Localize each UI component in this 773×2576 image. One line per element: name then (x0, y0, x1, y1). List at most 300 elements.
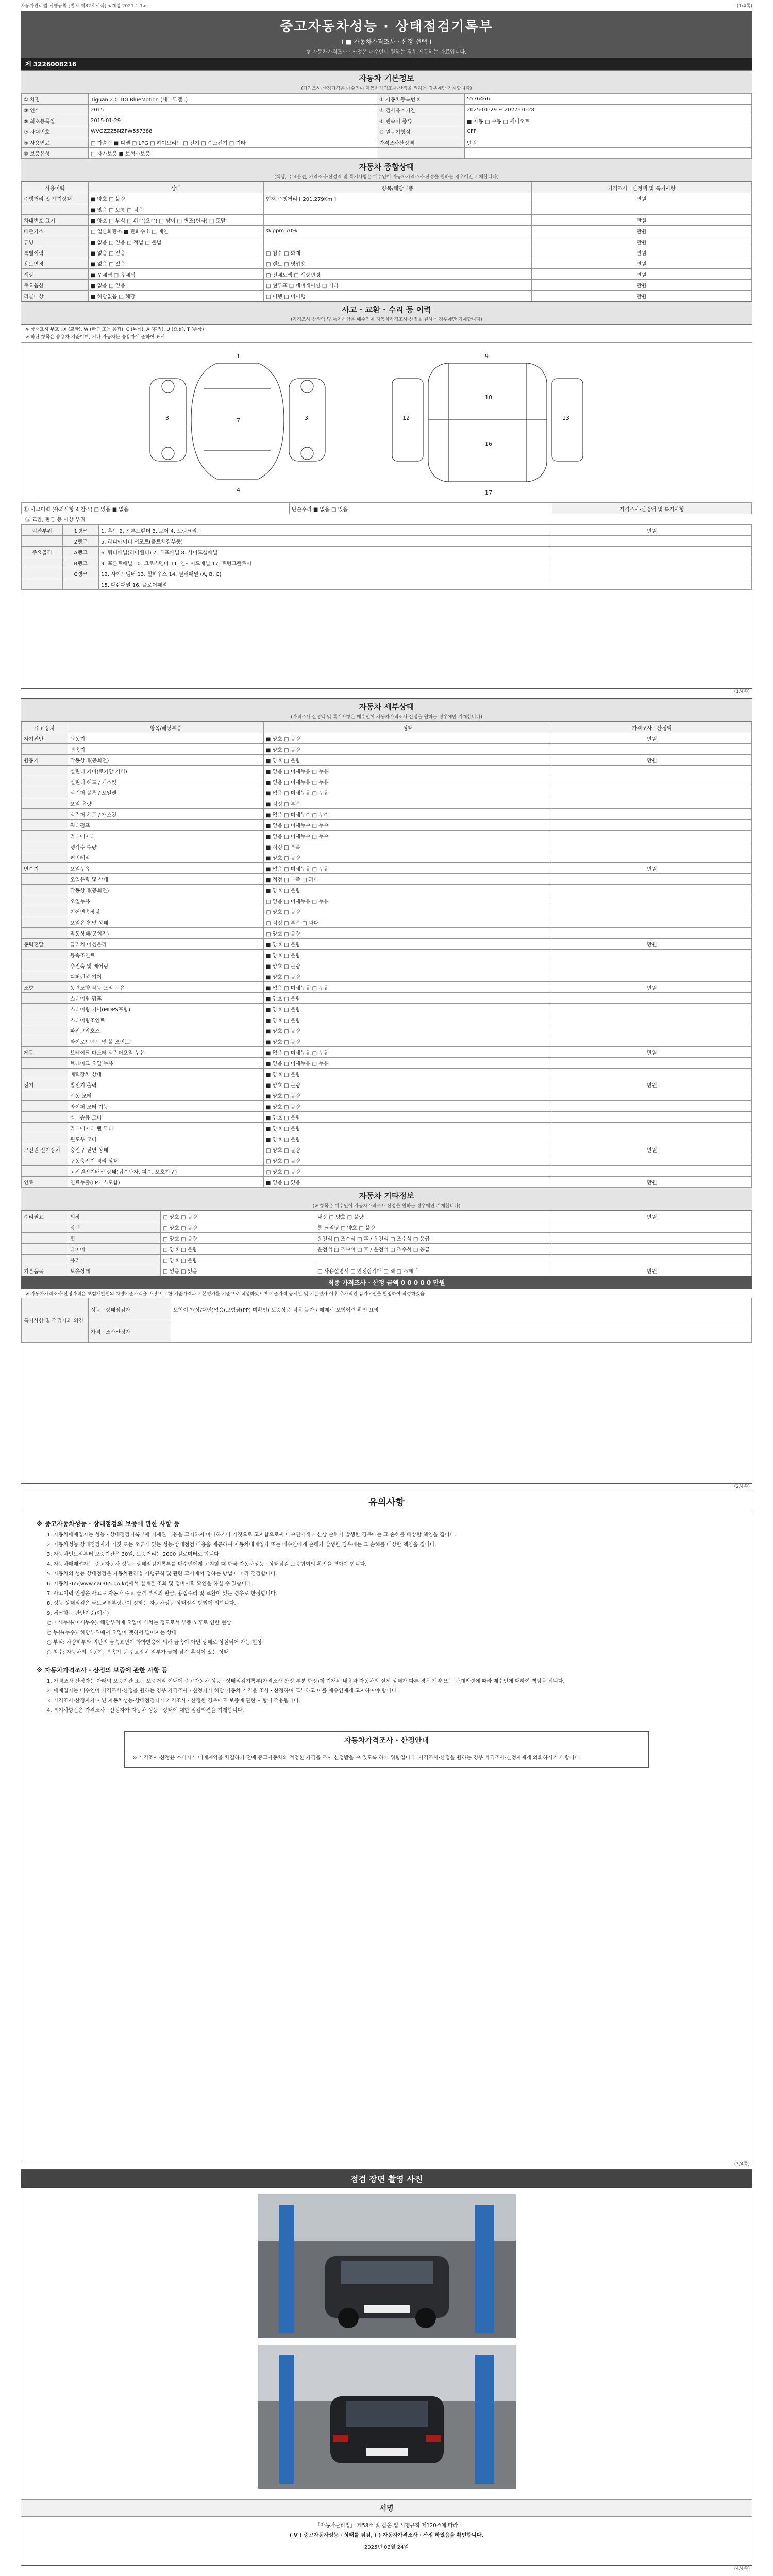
device-price (552, 993, 752, 1004)
device-status: ■ 양호 □ 불량 (264, 939, 552, 950)
rank-level: C랭크 (63, 568, 99, 579)
other-detail: 운전석 □ 조수석 □ 후 / 운전석 □ 조수석 □ 응급 (315, 1233, 552, 1244)
rank-group (22, 536, 63, 547)
item-label: 특별이력 (22, 247, 89, 258)
device-group (22, 1058, 68, 1069)
notice-list-2 (21, 1676, 752, 1716)
sign-line-2: ( V ) 중고자동차성능 · 상태를 점검, ( ) 자동차가격조사 · 산정 하였음을 확인합니다. (289, 2533, 484, 2538)
device-item: 실린더 커버(로커암 커버) (68, 766, 264, 776)
device-price: 만원 (552, 1144, 752, 1155)
item-status: ■ 양호 □ 부식 □ 훼손(오손) □ 상이 □ 변조(변타) □ 도말 (89, 215, 264, 226)
column-header: 항목/해당부품 (68, 722, 264, 733)
device-price (552, 787, 752, 798)
detail-row (22, 841, 752, 852)
item-price: 만원 (532, 269, 752, 280)
rank-parts: 15. 대쉬패널 16. 플로어패널 (99, 579, 552, 590)
detail-row (22, 1133, 752, 1144)
detail-row (22, 831, 752, 841)
device-item: 기어변속장치 (68, 906, 264, 917)
device-status: ■ 양호 □ 불량 (264, 744, 552, 755)
accident-summary-row: ⑪ 사고이력 (유의사항 4 참조) □ 있음 ■ 없음 단순수리 ■ 없음 □ 있음 가격조사·산정액 및 특기사항 (21, 503, 752, 514)
notice-item: 4. 특기사항란은 가격조사 · 산정자가 자동차 성능 · 상태에 대한 점검의견을 기재합니다. (47, 1708, 244, 1714)
device-status: ■ 없음 □ 미세누수 □ 누수 (264, 820, 552, 831)
column-header: 사용이력 (22, 182, 89, 193)
notice-item: 2. 자동차성능·상태점검자가 거짓 또는 오류가 있는 성능·상태점검 내용을 제공하여 자동차매매업자 또는 매수인에게 손해가 발생한 경우에는 그 손해를 배상할 책임을 집니다. (47, 1542, 436, 1548)
other-price (552, 1233, 752, 1244)
device-group: 고전원 전기장치 (22, 1144, 68, 1155)
device-price (552, 852, 752, 863)
part-label-3-left: 3 (165, 415, 169, 421)
summary-row (22, 258, 752, 269)
device-price (552, 1123, 752, 1133)
item-label (22, 204, 89, 215)
detail-row (22, 885, 752, 895)
column-header: 항목/해당부품 (264, 182, 532, 193)
field-value (465, 148, 752, 159)
device-status: □ 양호 □ 불량 (264, 928, 552, 939)
device-price (552, 950, 752, 960)
device-price (552, 766, 752, 776)
item-detail: % ppm 70% (264, 226, 532, 236)
device-item: 배력장치 상태 (68, 1069, 264, 1079)
device-status: ■ 양호 □ 불량 (264, 1025, 552, 1036)
other-detail (315, 1255, 552, 1265)
device-group: 변속기 (22, 863, 68, 874)
device-status: ■ 양호 □ 불량 (264, 733, 552, 744)
special-notes-table: 특기사항 및 점검자의 의견 성능 · 상태점검자 보험이력(상/대인)없음(보험금(PP) 미확인) 보증상품 적용 불가 / 매매시 보험이력 확인 요망 가격 · 조사산정자 (21, 1298, 752, 1343)
device-price (552, 1069, 752, 1079)
device-price: 만원 (552, 982, 752, 993)
part-label-4: 4 (237, 487, 240, 494)
device-item: 클러치 어셈블리 (68, 939, 264, 950)
rank-price (552, 579, 752, 590)
detail-row (22, 1155, 752, 1166)
device-price: 만원 (552, 863, 752, 874)
detail-row (22, 863, 752, 874)
field-value: 2015 (89, 105, 377, 115)
device-status: ■ 없음 □ 미세누유 □ 누유 (264, 766, 552, 776)
device-group: 연료 (22, 1177, 68, 1188)
device-group: 원동기 (22, 755, 68, 766)
device-item: 작동상태(공회전) (68, 755, 264, 766)
device-item: 실내송풍 모터 (68, 1112, 264, 1123)
device-group (22, 831, 68, 841)
device-item: 연료누출(LP가스포함) (68, 1177, 264, 1188)
part-label-3-right: 3 (305, 415, 308, 421)
rank-row (22, 557, 752, 568)
device-group (22, 1155, 68, 1166)
detail-row (22, 798, 752, 809)
device-price (552, 1155, 752, 1166)
inspection-photo-front (258, 2194, 516, 2338)
item-label: 주요옵션 (22, 280, 89, 291)
column-header: 상태 (264, 722, 552, 733)
device-status: ■ 양호 □ 불량 (264, 1133, 552, 1144)
rank-group (22, 579, 63, 590)
device-group: 동력전달 (22, 939, 68, 950)
detail-row (22, 1004, 752, 1014)
device-status: ■ 양호 □ 불량 (264, 1036, 552, 1047)
rank-price (552, 536, 752, 547)
item-detail (264, 215, 532, 226)
other-row (22, 1233, 752, 1244)
rank-level (63, 579, 99, 590)
device-group: 제동 (22, 1047, 68, 1058)
device-status: ■ 양호 □ 불량 (264, 1090, 552, 1101)
document-note: ※ 자동차가격조사 · 산정은 매수인이 원하는 경우 제공하는 자료입니다. (306, 49, 467, 55)
notice-item: ○ 누유(누수): 해당부위에서 오일이 맺혀서 떨어지는 상태 (47, 1630, 177, 1636)
device-group (22, 1112, 68, 1123)
device-price (552, 1058, 752, 1069)
item-detail (264, 204, 532, 215)
other-row (22, 1265, 752, 1276)
device-price (552, 928, 752, 939)
device-item: 등속조인트 (68, 950, 264, 960)
detail-row (22, 820, 752, 831)
device-price (552, 906, 752, 917)
item-status: □ 일산화탄소 ■ 탄화수소 □ 매연 (89, 226, 264, 236)
detail-row (22, 1036, 752, 1047)
device-price (552, 885, 752, 895)
summary-row (22, 291, 752, 301)
field-label: ⑩ 보증유형 (22, 148, 89, 159)
detail-row (22, 917, 752, 928)
device-group (22, 809, 68, 820)
notice-item: 8. 성능·상태점검은 국토교통부장관이 정하는 자동차성능·상태점검 방법에 의합니다. (47, 1601, 236, 1606)
item-price: 만원 (532, 280, 752, 291)
rank-row (22, 579, 752, 590)
detail-row (22, 971, 752, 982)
device-group (22, 766, 68, 776)
detail-row (22, 766, 752, 776)
other-price: 만원 (552, 1265, 752, 1276)
device-status: ■ 양호 □ 불량 (264, 885, 552, 895)
device-status: ■ 없음 □ 미세누유 □ 누유 (264, 863, 552, 874)
detail-row (22, 1079, 752, 1090)
device-price: 만원 (552, 755, 752, 766)
part-label-17: 17 (485, 489, 492, 496)
item-detail: □ 이행 □ 미이행 (264, 291, 532, 301)
device-price (552, 841, 752, 852)
device-status: □ 없음 □ 미세누유 □ 누유 (264, 895, 552, 906)
rank-row (22, 525, 752, 536)
page-indicator: (1/4쪽) (736, 4, 752, 9)
device-status: ■ 양호 □ 불량 (264, 993, 552, 1004)
section-other: 자동차 기타정보 (※ 항목은 매수인이 자동차가격조사·산정을 원하는 경우에만 기재합니다) (21, 1188, 752, 1211)
detail-row (22, 960, 752, 971)
device-group (22, 820, 68, 831)
column-header: 주요장치 (22, 722, 68, 733)
device-status: ■ 양호 □ 불량 (264, 950, 552, 960)
summary-row (22, 226, 752, 236)
notice-item: ○ 미세누유(미세누수): 해당부위에 오일이 비치는 정도로서 부품 노후로 인한 현상 (47, 1620, 231, 1626)
device-item: 라디에이터 (68, 831, 264, 841)
device-group (22, 874, 68, 885)
device-item: 오일누유 (68, 863, 264, 874)
device-group: 전기 (22, 1079, 68, 1090)
accident-parts-title: ⑫ 교환, 판금 등 이상 부위 (21, 514, 752, 524)
notice-item: 4. 자동차매매업자는 중고자동차 성능 · 상태점검기록부를 매수인에게 고지할 때 한국 자동차성능 · 상태점검 보증협회의 확인을 받아야 합니다. (47, 1562, 367, 1567)
column-header: 가격조사 · 산정액 및 특기사항 (532, 182, 752, 193)
other-row (22, 1255, 752, 1265)
item-detail: □ 침수 □ 화재 (264, 247, 532, 258)
final-price-bar: 최종 가격조사 · 산정 금액 0 0 0 0 0 만원 (21, 1276, 752, 1289)
other-detail: □ 사용설명서 □ 안전삼각대 □ 잭 □ 스패너 (315, 1265, 552, 1276)
detail-row (22, 1090, 752, 1101)
other-status: □ 양호 □ 불량 (161, 1222, 315, 1233)
field-value: □ 자가보증 ■ 보험사보증 (89, 148, 377, 159)
device-price (552, 1014, 752, 1025)
detail-row (22, 1047, 752, 1058)
item-label: 주행거리 및 계기상태 (22, 193, 89, 204)
device-item: 실린더 헤드 / 개스킷 (68, 776, 264, 787)
basic-info-row (22, 148, 752, 159)
device-status: □ 양호 □ 불량 (264, 1166, 552, 1177)
inspection-photo-rear (258, 2345, 516, 2489)
item-status: ■ 많음 □ 보통 □ 적음 (89, 204, 264, 215)
column-header: 가격조사 · 산정액 (552, 722, 752, 733)
other-status: □ 없음 □ 있음 (161, 1265, 315, 1276)
top-bar (21, 2, 752, 9)
other-price (552, 1222, 752, 1233)
document-subtitle: ( ■ 자동차가격조사 · 산정 선택 ) (341, 38, 432, 45)
device-group (22, 928, 68, 939)
field-value: Tiguan 2.0 TDI BlueMotion (세부모델: ) (89, 94, 377, 105)
device-item: 스티어링조인트 (68, 1014, 264, 1025)
rank-row (22, 568, 752, 579)
device-price (552, 1133, 752, 1144)
device-item: 충전구 절연 상태 (68, 1144, 264, 1155)
other-price: 만원 (552, 1211, 752, 1222)
detail-row (22, 809, 752, 820)
rank-group (22, 568, 63, 579)
rank-parts: 5. 라디에이터 서포트(볼트체결부품) (99, 536, 552, 547)
part-label-16: 16 (485, 440, 492, 447)
item-status: ■ 없음 □ 있음 (89, 247, 264, 258)
device-status: ■ 양호 □ 불량 (264, 1112, 552, 1123)
device-status: □ 양호 □ 불량 (264, 1155, 552, 1166)
detail-row (22, 993, 752, 1004)
device-item: 원동기 (68, 733, 264, 744)
summary-row (22, 280, 752, 291)
other-price (552, 1255, 752, 1265)
rank-parts: 9. 프론트패널 10. 크로스멤버 11. 인사이드패널 17. 트렁크플로어 (99, 557, 552, 568)
field-value: 2025-01-29 ~ 2027-01-28 (465, 105, 752, 115)
field-label (377, 148, 465, 159)
other-status: □ 양호 □ 불량 (161, 1244, 315, 1255)
device-group (22, 906, 68, 917)
device-status: ■ 없음 □ 미세누유 □ 누유 (264, 1047, 552, 1058)
document-title: 중고자동차성능 · 상태점검기록부 (280, 19, 493, 35)
rank-level: 2랭크 (63, 536, 99, 547)
item-price: 만원 (532, 291, 752, 301)
field-value: CFF (465, 126, 752, 137)
signature-title: 서명 (21, 2499, 752, 2517)
device-status: ■ 없음 □ 미세누유 □ 누유 (264, 776, 552, 787)
device-price: 만원 (552, 1047, 752, 1058)
field-label: 가격조사산정액 (377, 137, 465, 148)
document-header (21, 12, 752, 58)
rank-parts: 1. 후드 2. 프론트휀더 3. 도어 4. 트렁크리드 (99, 525, 552, 536)
part-label-13: 13 (562, 415, 569, 421)
device-group (22, 1090, 68, 1101)
device-item: 오일 유량 (68, 798, 264, 809)
device-item: 냉각수 수량 (68, 841, 264, 852)
other-group (22, 1233, 68, 1244)
column-header: 상태 (89, 182, 264, 193)
device-group (22, 960, 68, 971)
item-status: ■ 양호 □ 불량 (89, 193, 264, 204)
rank-parts: 6. 쿼터패널(리어휀더) 7. 루프패널 8. 사이드실패널 (99, 547, 552, 557)
price-note: ※ 자동차가격조사·산정가격은 보험개발원의 차량기준가액을 바탕으로 한 기준가격과 기본평가를 기준으로 작성하였으며 기준가격 공시일 및 기본평가 이후 추가적인 감가요인을 반영하여 작성하였음 (25, 1292, 425, 1297)
other-detail: 룸 크리닝 □ 양호 □ 불량 (315, 1222, 552, 1233)
summary-row (22, 236, 752, 247)
device-price (552, 960, 752, 971)
device-price (552, 895, 752, 906)
section-basic-info: 자동차 기본정보 (가격조사·산정가격은 매수인이 자동차가격조사·산정을 원하는 경우에만 기재합니다) (21, 70, 752, 93)
other-detail: 운전석 □ 조수석 □ 후 / 운전석 □ 조수석 □ 응급 (315, 1244, 552, 1255)
device-group (22, 1101, 68, 1112)
detail-row (22, 928, 752, 939)
other-item: 외장 (68, 1211, 161, 1222)
field-value: ■ 자동 □ 수동 □ 세미오토 (465, 115, 752, 126)
device-item: 파워고압호스 (68, 1025, 264, 1036)
detail-row (22, 1025, 752, 1036)
device-item: 구동축전지 격리 상태 (68, 1155, 264, 1166)
item-status: ■ 해당없음 □ 해당 (89, 291, 264, 301)
device-price (552, 831, 752, 841)
rank-group: 주요골격 (22, 547, 63, 557)
device-item: 작동상태(공회전) (68, 885, 264, 895)
rank-price (552, 547, 752, 557)
device-price (552, 798, 752, 809)
other-item: 타이어 (68, 1244, 161, 1255)
summary-header (22, 182, 752, 193)
field-value: 5576466 (465, 94, 752, 105)
device-status: ■ 없음 □ 미세누유 □ 누유 (264, 982, 552, 993)
device-status: ■ 양호 □ 불량 (264, 1123, 552, 1133)
item-label: 용도변경 (22, 258, 89, 269)
device-status: ■ 양호 □ 불량 (264, 1069, 552, 1079)
item-status: ■ 없음 □ 있음 (89, 280, 264, 291)
photo-section-title: 점검 장면 촬영 사진 (21, 2170, 752, 2188)
device-group (22, 895, 68, 906)
car-diagram (21, 343, 752, 502)
device-group (22, 993, 68, 1004)
device-status: ■ 양호 □ 불량 (264, 960, 552, 971)
basic-info-row (22, 94, 752, 105)
device-item: 브레이크 오일 누유 (68, 1058, 264, 1069)
device-status: ■ 없음 □ 미세누수 □ 누수 (264, 831, 552, 841)
page-1: 중고자동차성능 · 상태점검기록부 ( ■ 자동차가격조사 · 산정 선택 ) ※ 자동차가격조사 · 산정은 매수인이 원하는 경우 제공하는 자료입니다. 제 3226008216 자동차 기본정보 (가격조사·산정가격은 매수인이 자동차가격조사·산정을 원하는 경우에만 기재합니다) ① 차명 Tiguan 2.0 TDI BlueMotion (세부모델: ) ② 자동차등록번호 5576466 ③ 연식 2015 ④ 검사유효기간 2025-01-29 ~ 2027-01-28 ⑤ 최초등록일 2015-01-29 ⑥ 변속기 종류 ■ 자동 □ 수동 □ 세미오토 ⑦ 차대번호 WVGZZZ5NZFW557388 ⑧ 원동기형식 CFF ⑨ 사용연료 □ 가솔린 ■ 디젤 □ LPG □ 하이브리드 □ 전기 □ 수소전기 □ 기타 가격조사산정액 만원 ⑩ 보증유형 □ 자가보증 ■ 보험사보증 자동차 종합상태 (색상, 주요옵션, 가격조사·산정액 및 특기사항은 매수인이 자동차가격조사·산정을 원하는 경우에만 기재합니다) 사용이력 상태 항목/해당부품 가격조사 · 산정액 및 특기사항 주행거리 및 계기상태 ■ 양호 □ 불량 현재 주행거리 [ 201,279Km ] 만원 ■ 많음 □ 보통 □ 적음 차대번호 표기 ■ 양호 □ 부식 □ 훼손(오손) □ 상이 □ 변조(변타) □ 도말 만원 배출가스 □ 일산화탄소 ■ 탄화수소 □ 매연 % ppm 70% 만원 튜닝 ■ 없음 □ 있음 □ 적법 □ 불법 만원 특별이력 ■ 없음 □ 있음 □ 침수 □ 화재 만원 용도변경 ■ 없음 □ 있음 □ 렌트 □ 영업용 만원 색상 ■ 무채색 □ 유채색 □ 전체도색 □ 색상변경 만원 주요옵션 ■ 없음 □ 있음 □ 썬루프 □ 네비게이션 □ 기타 만원 리콜대상 ■ 해당없음 □ 해당 □ 이행 □ 미이행 만원 사고 · 교환 · 수리 등 이력 (가격조사·산정액 및 특기사항은 매수인이 자동차가격조사·산정을 원하는 경우에만 기재합니다) ※ 상태표시 부호 : X (교환), W (판금 또는 용접), C (부식), A (흠집), U (요철), T (손상) ※ 하단 항목은 승용차 기준이며, 기타 자동차는 승용차에 준하여 표시 1 7 3 3 4 9 10 16 17 12 13 ⑪ 사고이력 (유의사항 4 참조) □ 있음 ■ 없음 단순수리 ■ 없음 □ 있음 가격조사·산정액 및 특기사항 ⑫ 교환, 판금 등 이상 부위 외판부위 1랭크 1. 후드 2. 프론트휀더 3. 도어 4. 트렁크리드 만원 2랭크 5. 라디에이터 서포트(볼트체결부품) 주요골격 A랭크 6. 쿼터패널(리어휀더) 7. 루프패널 8. 사이드실패널 B랭크 9. 프론트패널 10. 크로스멤버 11. 인사이드패널 17. 트렁크플로어 C랭크 12. 사이드멤버 13. 휠하우스 14. 필러패널 (A, B, C) 15. 대쉬패널 16. 플로어패널 (1/4쪽) (21, 11, 752, 689)
item-label: 차대번호 표기 (22, 215, 89, 226)
detail-row (22, 733, 752, 744)
device-item: 추진축 및 베어링 (68, 960, 264, 971)
accident-legend: ※ 상태표시 부호 : X (교환), W (판금 또는 용접), C (부식), A (흠집), U (요철), T (손상) (25, 327, 204, 332)
device-status: ■ 양호 □ 불량 (264, 852, 552, 863)
device-item: 오일누유 (68, 895, 264, 906)
detail-row (22, 1166, 752, 1177)
device-group (22, 744, 68, 755)
field-label: ① 차명 (22, 94, 89, 105)
field-label: ⑨ 사용연료 (22, 137, 89, 148)
notice-item: 7. 사고이력 인정은 사고로 자동차 주요 골격 부위의 판금, 용접수리 및 교환이 있는 경우로 한정합니다. (47, 1591, 277, 1597)
field-value: 만원 (465, 137, 752, 148)
device-item: 시동 모터 (68, 1090, 264, 1101)
device-price (552, 1090, 752, 1101)
basic-info-row (22, 126, 752, 137)
accident-legend-2: ※ 하단 항목은 승용차 기준이며, 기타 자동차는 승용차에 준하여 표시 (25, 335, 165, 340)
other-group: 기본품목 (22, 1265, 68, 1276)
device-item: 작동상태(공회전) (68, 928, 264, 939)
other-item: 휠 (68, 1233, 161, 1244)
device-status: ■ 없음 □ 미세누유 □ 누유 (264, 1058, 552, 1069)
notice-title: 유의사항 (21, 1492, 752, 1512)
field-value: □ 가솔린 ■ 디젤 □ LPG □ 하이브리드 □ 전기 □ 수소전기 □ 기타 (89, 137, 377, 148)
device-item: 스티어링 펌프 (68, 993, 264, 1004)
rank-group: 외판부위 (22, 525, 63, 536)
basic-info-row (22, 115, 752, 126)
price-guide-title: 자동차가격조사 · 산정안내 (125, 1732, 648, 1749)
device-price (552, 917, 752, 928)
device-status: ■ 양호 □ 불량 (264, 1004, 552, 1014)
other-group (22, 1255, 68, 1265)
summary-row (22, 215, 752, 226)
device-item: 타이로드엔드 및 볼 조인트 (68, 1036, 264, 1047)
other-status: □ 양호 □ 불량 (161, 1233, 315, 1244)
device-item: 와이퍼 모터 기능 (68, 1101, 264, 1112)
device-price: 만원 (552, 733, 752, 744)
part-label-7: 7 (237, 417, 240, 424)
detail-row (22, 787, 752, 798)
item-detail: □ 렌트 □ 영업용 (264, 258, 532, 269)
device-item: 스티어링 기어(MDPS포함) (68, 1004, 264, 1014)
item-price: 만원 (532, 258, 752, 269)
device-price (552, 1112, 752, 1123)
device-item: 브레이크 마스터 실린더오일 누유 (68, 1047, 264, 1058)
rank-price: 만원 (552, 525, 752, 536)
notice-heading-2: ※ 자동차가격조사 · 산정의 보증에 관한 사항 등 (37, 1667, 168, 1674)
rank-level: A랭크 (63, 547, 99, 557)
other-row (22, 1244, 752, 1255)
notice-item: 5. 자동차의 성능·상태점검은 자동차관리법 시행규칙 및 관련 고시에서 정하는 방법에 따라 점검합니다. (47, 1571, 277, 1577)
detail-row (22, 1014, 752, 1025)
device-price (552, 1036, 752, 1047)
other-group (22, 1244, 68, 1255)
other-group (22, 1222, 68, 1233)
section-detail: 자동차 세부상태 (가격조사·산정액 및 특기사항은 매수인이 자동차가격조사·산정을 원하는 경우에만 기재합니다) (21, 699, 752, 722)
item-label: 배출가스 (22, 226, 89, 236)
device-group (22, 798, 68, 809)
device-status: ■ 없음 □ 미세누수 □ 누수 (264, 809, 552, 820)
item-label: 리콜대상 (22, 291, 89, 301)
device-item: 디퍼렌셜 기어 (68, 971, 264, 982)
notice-item: 6. 자동차365(www.car365.go.kr)에서 실매물 조회 및 정비이력 확인을 하실 수 있습니다. (47, 1581, 253, 1587)
device-price (552, 1025, 752, 1036)
device-item: 동력조향 작동 오일 누유 (68, 982, 264, 993)
field-label: ⑦ 차대번호 (22, 126, 89, 137)
basic-info-row (22, 105, 752, 115)
device-group (22, 1025, 68, 1036)
device-group: 조향 (22, 982, 68, 993)
device-status: ■ 없음 □ 있음 (264, 1177, 552, 1188)
device-group (22, 1036, 68, 1047)
item-price: 만원 (532, 215, 752, 226)
device-status: ■ 양호 □ 불량 (264, 1014, 552, 1025)
device-item: 실린더 블록 / 오일팬 (68, 787, 264, 798)
detail-row (22, 874, 752, 885)
device-price: 만원 (552, 939, 752, 950)
